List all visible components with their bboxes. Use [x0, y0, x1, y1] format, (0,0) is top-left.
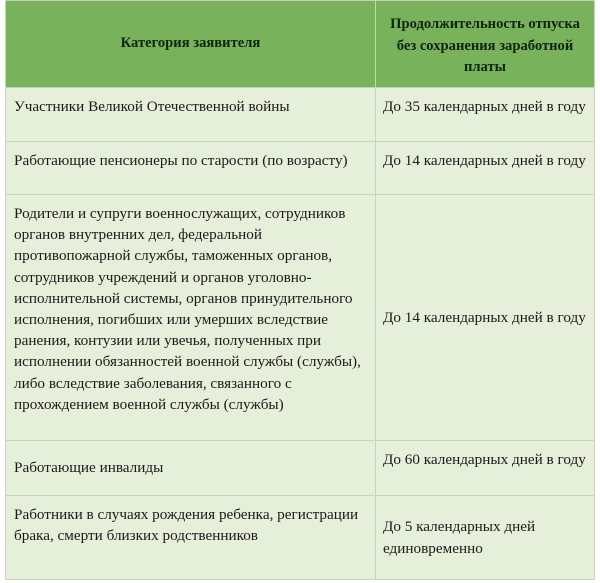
header-duration-label: Продолжительность отпуска без сохранения заработной платы — [390, 16, 580, 76]
table-row — [6, 142, 595, 195]
table-row — [6, 88, 595, 142]
duration-cell: До 35 календарных дней в году — [376, 88, 595, 142]
table-row — [6, 496, 595, 580]
table-row — [6, 195, 595, 441]
table-row — [6, 441, 595, 496]
header-category — [6, 1, 376, 88]
duration-cell: До 60 календарных дней в году — [376, 441, 595, 496]
category-cell: Участники Великой Отечественной войны — [6, 88, 376, 142]
header-duration — [376, 1, 595, 88]
duration-cell: До 5 календарных дней единовременно — [376, 496, 595, 580]
table-header-row — [6, 1, 595, 88]
category-cell: Работающие инвалиды — [6, 441, 376, 496]
duration-cell: До 14 календарных дней в году — [376, 195, 595, 441]
duration-cell: До 14 календарных дней в году — [376, 142, 595, 195]
category-cell: Работающие пенсионеры по старости (по возрасту) — [6, 142, 376, 195]
category-cell: Работники в случаях рождения ребенка, регистрации брака, смерти близких родственников — [6, 496, 376, 580]
leave-table — [5, 0, 595, 580]
header-category-label: Категория заявителя — [120, 35, 261, 52]
category-cell: Родители и супруги военнослужащих, сотрудников органов внутренних дел, федеральной противопожарной службы, таможенных органов, сотрудников учреждений и органов уголовно-исполнительной системы, органов принудительного исполнения, погибших или умерших вследствие ранения, контузии или увечья, полученных при исполнении обязанностей военной службы (службы), либо вследствие заболевания, связанного с прохождением военной службы (службы) — [6, 195, 376, 441]
